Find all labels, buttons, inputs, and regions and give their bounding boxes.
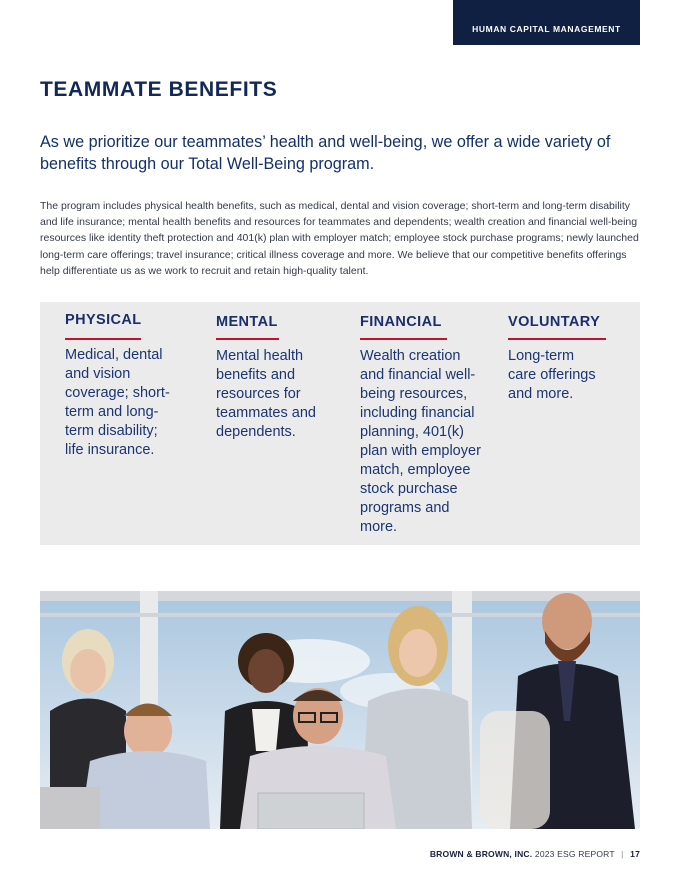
section-tab (453, 0, 640, 45)
benefit-heading: MENTAL (216, 314, 278, 330)
footer-separator: | (621, 849, 624, 859)
benefit-line: dependents. (216, 424, 296, 440)
benefit-line: Long-term (508, 348, 575, 364)
footer-company: BROWN & BROWN, INC. (429, 849, 533, 859)
benefit-line: term and long- (65, 404, 159, 420)
benefit-heading: FINANCIAL (360, 314, 442, 330)
benefit-line: match, employee (360, 462, 471, 478)
benefit-line: including financial (360, 405, 475, 421)
benefit-line: stock purchase (360, 481, 458, 497)
benefit-line: and financial well- (360, 367, 476, 383)
benefit-line: planning, 401(k) (360, 424, 464, 440)
benefit-divider (216, 338, 279, 340)
benefit-line: care offerings (508, 367, 596, 383)
page-number: 17 (630, 849, 640, 859)
benefit-line: plan with employer (360, 443, 481, 459)
benefit-line: Mental health (216, 348, 304, 364)
benefit-text (216, 347, 356, 442)
benefits-panel (40, 302, 640, 545)
benefit-line: and vision (65, 366, 131, 382)
benefit-divider (65, 338, 141, 340)
benefit-line: teammates and (216, 405, 316, 421)
benefit-line: programs and (360, 500, 450, 516)
benefit-line: and more. (508, 386, 574, 402)
lead-paragraph: As we prioritize our teammates’ health and well-being, we offer a wide variety of benefits through our Total Well-Being program. (40, 133, 611, 173)
benefit-line: Medical, dental (65, 347, 163, 363)
benefit-text (65, 346, 205, 460)
benefit-line: life insurance. (65, 442, 155, 458)
benefit-line: being resources, (360, 386, 468, 402)
benefit-line: Wealth creation (360, 348, 461, 364)
benefit-text (360, 347, 505, 537)
benefit-divider (508, 338, 606, 340)
benefit-line: coverage; short- (65, 385, 170, 401)
section-label: HUMAN CAPITAL MANAGEMENT (472, 24, 621, 34)
benefit-heading: PHYSICAL (65, 312, 142, 328)
body-paragraph: The program includes physical health benefits, such as medical, dental and vision coverage; short-term and long-term disability and life insurance; mental health benefits and resources for teammates and dependents; wealth creation and financial well-being resources like identity theft protection and 401(k) plan with employer match; employee stock purchase programs; newly launched long-term care offerings; travel insurance; critical illness coverage and more. We believe that our competitive benefits offerings help differentiate us as we work to recruit and retain high-quality talent. (40, 200, 639, 277)
benefit-line: more. (360, 519, 398, 535)
benefit-line: term disability; (65, 423, 158, 439)
team-photo (40, 591, 640, 829)
benefit-line: resources for (216, 386, 301, 402)
footer-report: 2023 ESG REPORT (534, 849, 615, 859)
benefit-heading: VOLUNTARY (508, 314, 601, 330)
page-footer (430, 849, 640, 859)
page-title: TEAMMATE BENEFITS (40, 78, 278, 101)
benefit-text (508, 347, 633, 404)
benefit-line: benefits and (216, 367, 296, 383)
benefit-divider (360, 338, 447, 340)
